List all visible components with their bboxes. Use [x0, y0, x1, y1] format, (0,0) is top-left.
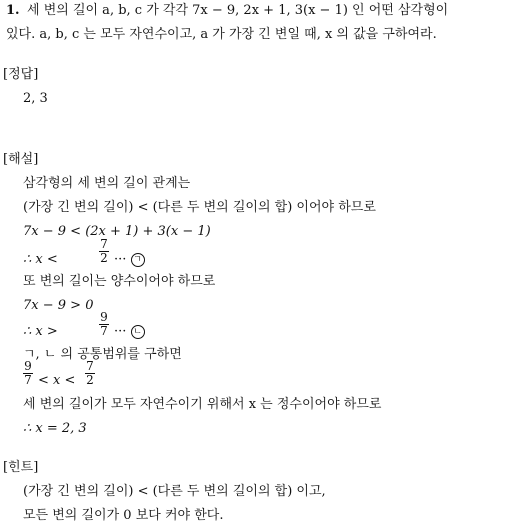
fraction-denominator: 2: [86, 373, 94, 387]
fraction-9-over-7: [98, 311, 110, 338]
solution-line-1: 삼각형의 세 변의 길이 관계는: [23, 176, 191, 191]
hint-line-1: (가장 긴 변의 길이) < (다른 두 변의 길이의 합) 이고,: [23, 484, 326, 499]
hint-line-2: 모든 변의 길이가 0 보다 커야 한다.: [23, 508, 224, 523]
ellipsis: ···: [114, 252, 127, 267]
hint-header: [힌트]: [3, 460, 39, 475]
ellipsis: ···: [114, 324, 127, 339]
fraction-7-over-2: [98, 238, 110, 265]
fraction-numerator: 9: [24, 359, 32, 373]
fraction-numerator: 7: [86, 359, 94, 373]
problem-number: 1.: [6, 3, 20, 18]
solution-line-5: 또 변의 길이는 양수이어야 하므로: [23, 274, 216, 289]
fraction-9-over-7-bound: [22, 360, 34, 387]
fraction-numerator: 9: [100, 310, 108, 324]
problem-text-line-2: 있다. a, b, c 는 모두 자연수이고, a 가 가장 긴 변일 때, x 의 값을 구하여라.: [6, 27, 437, 42]
problem-text-line-1: 세 변의 길이 a, b, c 가 각각 7x − 9, 2x + 1, 3(x − 1) 인 어떤 삼각형이: [27, 3, 449, 18]
solution-line-7-suffix: [114, 324, 145, 340]
answer-header: [정답]: [3, 67, 39, 82]
fraction-denominator: 2: [100, 251, 108, 265]
fraction-denominator: 7: [24, 373, 32, 387]
solution-line-7-prefix: ∴ x >: [23, 324, 58, 339]
fraction-numerator: 7: [100, 237, 108, 251]
circled-giyeok-icon: ㄱ: [131, 253, 145, 267]
circled-nieun-icon: ㄴ: [131, 325, 145, 339]
fraction-7-over-2-bound: [84, 360, 96, 387]
solution-line-9-mid: < x <: [38, 373, 76, 388]
solution-line-8: ㄱ, ㄴ 의 공통범위를 구하면: [23, 347, 182, 362]
solution-line-6: 7x − 9 > 0: [23, 298, 94, 313]
solution-line-11: ∴ x = 2, 3: [23, 421, 87, 436]
solution-line-10: 세 변의 길이가 모두 자연수이기 위해서 x 는 정수이어야 하므로: [23, 397, 382, 412]
answer-value: 2, 3: [23, 91, 48, 106]
fraction-denominator: 7: [100, 324, 108, 338]
solution-line-4-suffix: [114, 252, 145, 268]
solution-line-2: (가장 긴 변의 길이) < (다른 두 변의 길이의 합) 이어야 하므로: [23, 200, 376, 215]
solution-line-4-prefix: ∴ x <: [23, 252, 58, 267]
solution-header: [해설]: [3, 152, 39, 167]
solution-line-3: 7x − 9 < (2x + 1) + 3(x − 1): [23, 224, 211, 239]
